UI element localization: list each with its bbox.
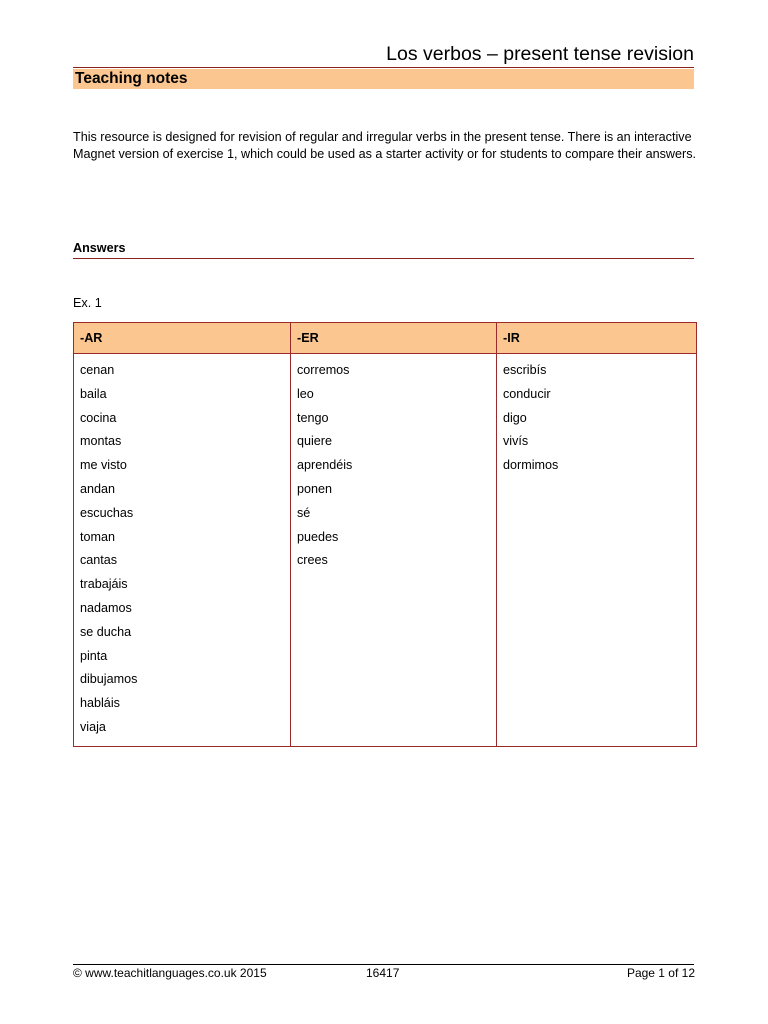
column-ir <box>497 354 697 747</box>
list-item: quiere <box>297 434 333 449</box>
list-item: dibujamos <box>80 672 138 687</box>
column-header-er: -ER <box>291 323 497 354</box>
list-item: andan <box>80 481 116 496</box>
list-item: pinta <box>80 648 108 663</box>
list-item: viaja <box>80 719 106 734</box>
document-title: Los verbos – present tense revision <box>386 43 694 65</box>
list-item: aprendéis <box>297 458 353 473</box>
list-item: conducir <box>503 386 551 401</box>
list-item: escribís <box>503 363 547 377</box>
list-item: ponen <box>297 481 333 496</box>
list-item: leo <box>297 386 314 401</box>
list-item: escuchas <box>80 505 134 520</box>
footer-copyright: © www.teachitlanguages.co.uk 2015 <box>73 966 267 980</box>
section-heading: Teaching notes <box>75 70 188 87</box>
list-item: se ducha <box>80 624 132 639</box>
list-item: baila <box>80 386 107 401</box>
column-header-ir: -IR <box>497 323 697 354</box>
column-header-ar: -AR <box>74 323 291 354</box>
column-er <box>291 354 497 747</box>
table-header-row <box>74 323 697 354</box>
list-item: habláis <box>80 696 120 711</box>
table-row <box>74 354 697 747</box>
list-item: trabajáis <box>80 577 128 592</box>
list-item: cocina <box>80 410 117 425</box>
list-item: tengo <box>297 410 329 425</box>
list-item: vivís <box>503 434 529 449</box>
list-item: sé <box>297 505 311 520</box>
list-item: cenan <box>80 363 115 377</box>
list-item: digo <box>503 410 527 425</box>
footer-resource-id: 16417 <box>366 966 400 980</box>
answers-table <box>73 322 697 747</box>
list-item: me visto <box>80 458 127 473</box>
intro-paragraph: This resource is designed for revision of regular and irregular verbs in the present tense. There is an interactive Magnet version of exercise 1, which could be used as a starter activity or for students to compare their answers. <box>73 130 696 161</box>
exercise-label: Ex. 1 <box>73 296 102 310</box>
list-item: corremos <box>297 363 350 377</box>
list-item: cantas <box>80 553 118 568</box>
list-item: nadamos <box>80 600 132 615</box>
list-item: dormimos <box>503 458 559 473</box>
title-divider <box>73 67 694 68</box>
answers-divider <box>73 258 694 259</box>
footer-page-number: Page 1 of 12 <box>626 966 695 980</box>
list-item: montas <box>80 434 122 449</box>
list-item: puedes <box>297 529 339 544</box>
list-item: crees <box>297 553 328 568</box>
column-ar <box>74 354 291 747</box>
list-item: toman <box>80 529 116 544</box>
answers-heading: Answers <box>73 241 126 255</box>
